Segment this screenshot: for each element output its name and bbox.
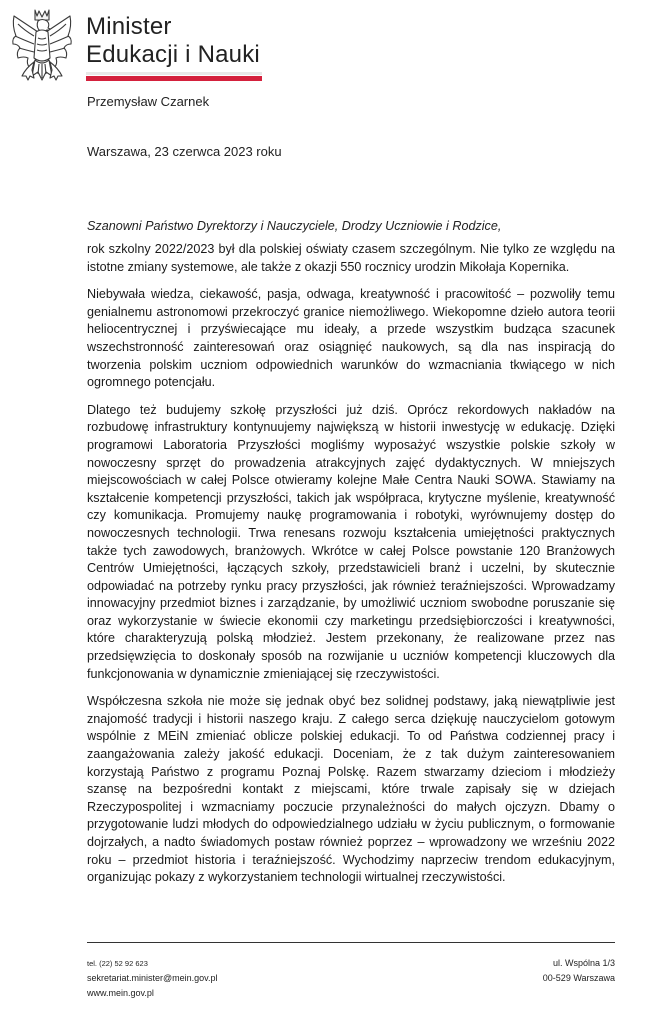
paragraph-1: rok szkolny 2022/2023 był dla polskiej oświaty czasem szczególnym. Nie tylko ze względu na istotne zmiany systemowe, ale także z okazji 550 rocznicy urodzin Mikołaja Kopernika. — [87, 242, 615, 274]
footer-address — [543, 956, 615, 986]
footer-street: ul. Wspólna 1/3 — [552, 958, 615, 968]
footer-contact — [87, 956, 218, 1001]
letter-date: Warszawa, 23 czerwca 2023 roku — [87, 144, 282, 159]
letter-salutation: Szanowni Państwo Dyrektorzy i Nauczyciele, Drodzy Uczniowie i Rodzice, — [87, 219, 502, 233]
paragraph-4: Współczesna szkoła nie może się jednak obyć bez solidnej podstawy, jaką niewątpliwie jest znajomość tradycji i historii naszego kraju. Z całego serca dziękuję nauczycielom gotowym wspólnie z MEiN zmieniać oblicze polskiej edukacji. To od Państwa codziennej pracy i zaangażowania zależy jakość edukacji. Doceniam, że z tak dużym zainteresowaniem korzystają Państwo z programu Poznaj Polskę. Razem stwarzamy dzieciom i młodzieży szansę na bezpośredni kontakt z miejscami, które trwale zapisały się w dziejach Rzeczypospolitej i wzmacniamy poczucie przynależności do małych ojczyzn. Dbamy o przygotowanie ludzi młodych do odpowiedzialnego udziału w życiu publicznym, o formowanie dojrzałych, a nadto świadomych postaw również poprzez – wprowadzony we wrześniu 2022 roku – przedmiot historia i teraźniejszość. Wychodzimy naprzeciw trendom edukacyjnym, organizując pokazy z wykorzystaniem technologii wirtualnej rzeczywistości. — [87, 694, 615, 885]
ministry-name — [86, 13, 260, 69]
paragraph-2: Niebywała wiedza, ciekawość, pasja, odwaga, kreatywność i pracowitość – pozwoliły temu genialnemu astronomowi przekroczyć granice niemożliwego. Wiekopomne dzieło autora teorii heliocentrycznej i przyświecające mu ideały, a przede wszystkim budząca szacunek wszechstronność zainteresowań oraz osiągnięć naukowych, są dla nas inspiracją do tworzenia polskim uczniom odpowiednich warunków do wzmacniania tkwiącego w nich ogromnego potencjału. — [87, 287, 615, 390]
footer-phone: tel. (22) 52 92 623 — [87, 959, 148, 968]
polish-eagle-emblem — [8, 6, 76, 92]
footer-divider — [87, 942, 615, 943]
footer-city: 00-529 Warszawa — [542, 973, 615, 983]
minister-name: Przemysław Czarnek — [87, 94, 210, 109]
ministry-name-line1: Minister — [86, 13, 172, 40]
flag-stripe-red — [86, 76, 262, 81]
footer-website[interactable]: www.mein.gov.pl — [87, 988, 154, 998]
flag-stripe-white — [86, 72, 262, 75]
footer-email[interactable]: sekretariat.minister@mein.gov.pl — [87, 973, 218, 983]
paragraph-3: Dlatego też budujemy szkołę przyszłości już dziś. Oprócz rekordowych nakładów na rozbudowę infrastruktury kontynuujemy największą w historii inwestycję w edukację. Dzięki programowi Laboratoria Przyszłości mogliśmy wyposażyć wszystkie polskie szkoły w nowoczesny sprzęt do prowadzenia atrakcyjnych zajęć dydaktycznych. W mniejszych miejscowościach w całej Polsce otwieramy kolejne Małe Centra Nauki SOWA. Stawiamy na kształcenie kompetencji przyszłości, takich jak współpraca, krytyczne myślenie, kreatywność czy komunikacja. Promujemy naukę programowania i robotyki, wyrównujemy dostęp do nowoczesnych technologii. Trwa renesans rozwoju kształcenia umiejętności praktycznych także tych zawodowych, branżowych. Wkrótce w całej Polsce powstanie 120 Branżowych Centrów Umiejętności, łączących szkoły, przedstawicieli branż i uczelni, by skutecznie odpowiadać na potrzeby rynku pracy przyszłości, jak również teraźniejszości. Wprowadzamy innowacyjny przedmiot biznes i zarządzanie, by umożliwić uczniom swobodne poruszanie się oraz wykorzystanie w świecie ekonomii czy marketingu przedsiębiorczości i kreatywności, które charakteryzują polską młodzież. Jestem przekonany, że realizowane przez nas przedsięwzięcia to doskonały sposób na rozwijanie u uczniów kompetencji kluczowych dla funkcjonowania w dynamicznie zmieniającej się rzeczywistości. — [87, 402, 615, 681]
ministry-name-line2: Edukacji i Nauki — [86, 41, 260, 68]
letter-body — [87, 241, 615, 897]
